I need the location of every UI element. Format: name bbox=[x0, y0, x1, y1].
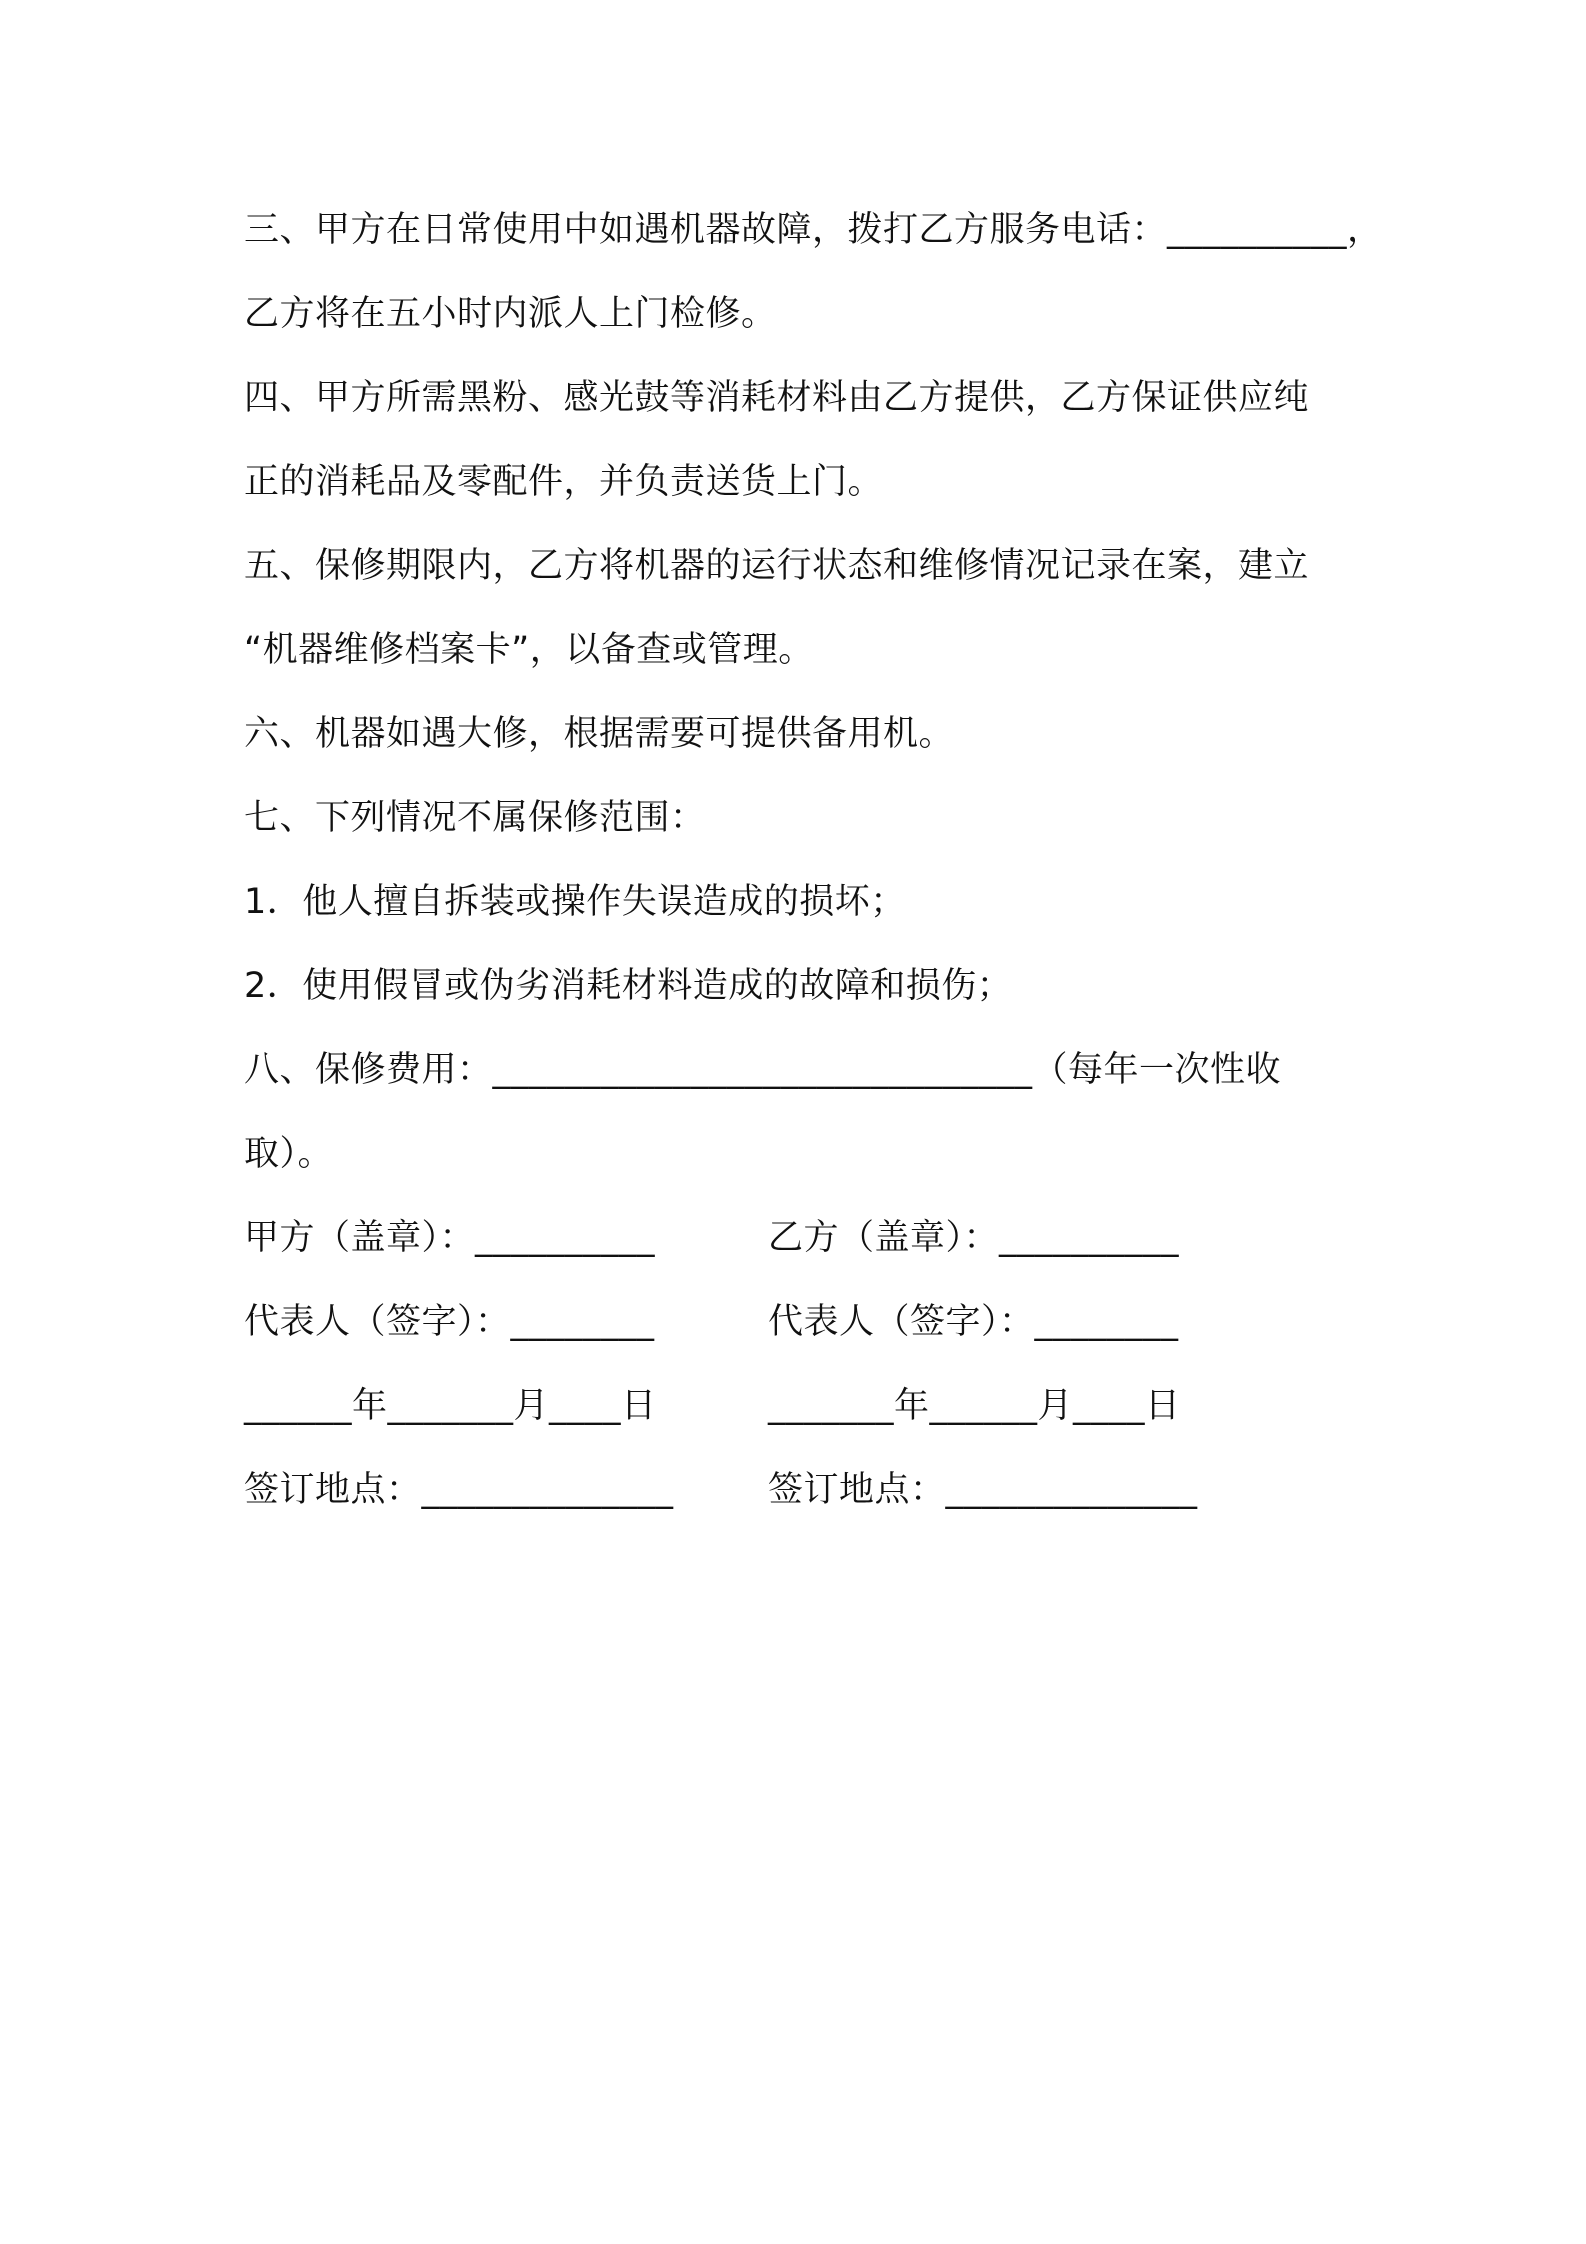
clause-5-line-2: “机器维修档案卡”，以备查或管理。 bbox=[244, 630, 814, 670]
clause-7-item-1: 1．他人擅自拆装或操作失误造成的损坏； bbox=[244, 882, 906, 922]
party-a-seal-field: 甲方（盖章）：__________ bbox=[244, 1218, 656, 1258]
party-b-seal-field: 乙方（盖章）：__________ bbox=[768, 1218, 1180, 1258]
clause-8-line-1: 八、保修费用：______________________________（每年一次性收 bbox=[244, 1050, 1282, 1090]
party-a-place-field: 签订地点：______________ bbox=[244, 1470, 674, 1510]
clause-4-line-2: 正的消耗品及零配件，并负责送货上门。 bbox=[244, 462, 884, 502]
party-b-date-field: _______年______月____日 bbox=[768, 1386, 1181, 1426]
clause-6: 六、机器如遇大修，根据需要可提供备用机。 bbox=[244, 714, 955, 754]
party-a-representative-field: 代表人（签字）：________ bbox=[244, 1302, 655, 1342]
clause-3-line-2: 乙方将在五小时内派人上门检修。 bbox=[244, 294, 777, 334]
clause-8-line-2: 取）。 bbox=[244, 1134, 334, 1174]
clause-4-line-1: 四、甲方所需黑粉、感光鼓等消耗材料由乙方提供，乙方保证供应纯 bbox=[244, 378, 1310, 418]
party-b-place-field: 签订地点：______________ bbox=[768, 1470, 1198, 1510]
clause-3-line-1: 三、甲方在日常使用中如遇机器故障，拨打乙方服务电话：__________， bbox=[244, 210, 1383, 250]
party-a-date-field: ______年_______月____日 bbox=[244, 1386, 657, 1426]
clause-7: 七、下列情况不属保修范围： bbox=[244, 798, 706, 838]
clause-5-line-1: 五、保修期限内，乙方将机器的运行状态和维修情况记录在案，建立 bbox=[244, 546, 1310, 586]
party-b-representative-field: 代表人（签字）：________ bbox=[768, 1302, 1179, 1342]
clause-7-item-2: 2．使用假冒或伪劣消耗材料造成的故障和损伤； bbox=[244, 966, 1013, 1006]
